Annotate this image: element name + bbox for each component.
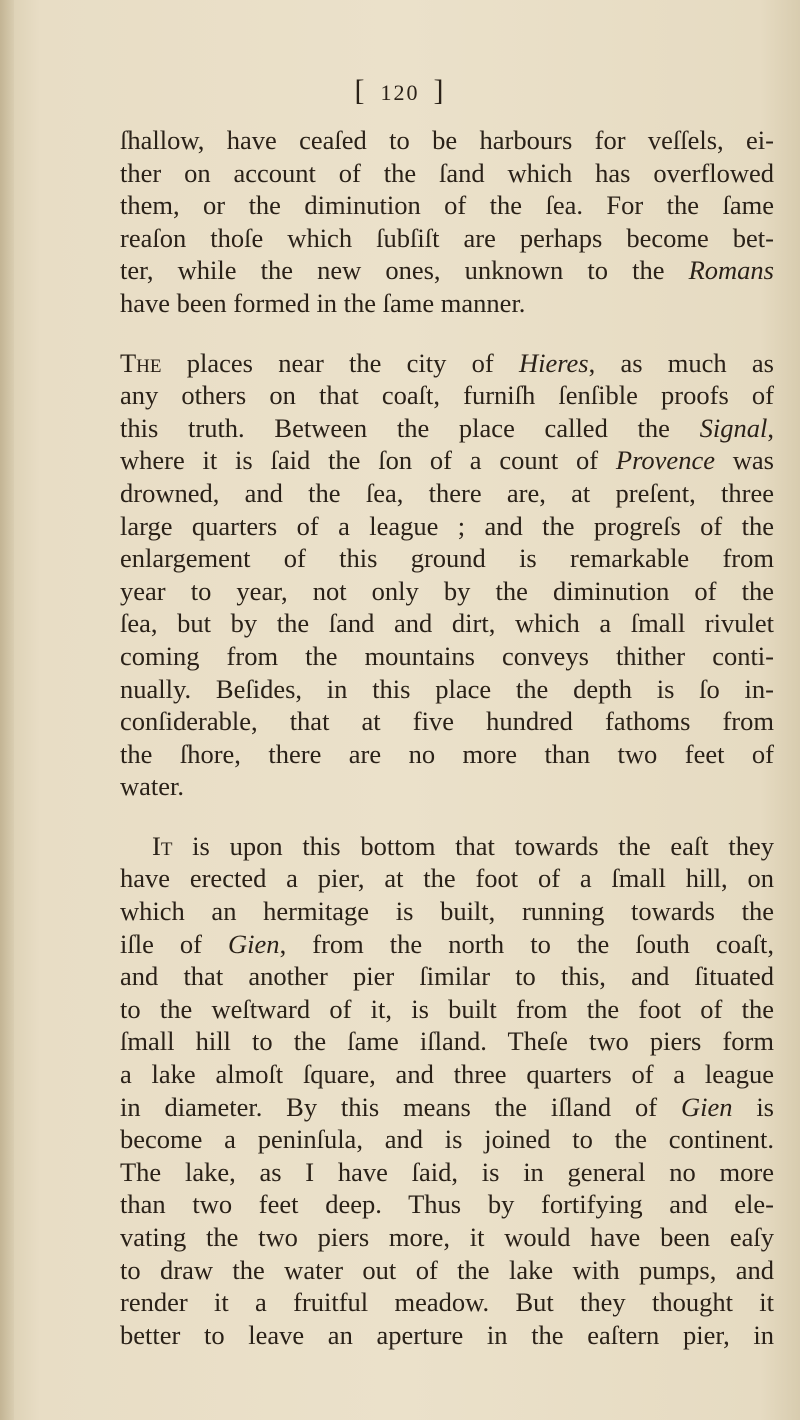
text-line: this truth. Between the place called the Signal,	[120, 412, 774, 443]
text-line-lead	[120, 347, 774, 380]
text-line: water.	[120, 771, 185, 802]
text-line: have erected a pier, at the foot of a ſmall hill, on	[120, 863, 774, 894]
page-spine-shadow	[0, 0, 14, 1420]
text-line: year to year, not only by the diminution of the	[120, 575, 774, 606]
text-line: nually. Beſides, in this place the depth is ſo in-	[120, 673, 774, 704]
header-bracket-close: ]	[433, 74, 446, 107]
page-header	[0, 74, 800, 108]
text-line: drowned, and the ſea, there are, at preſent, three	[120, 477, 774, 508]
text-line: large quarters of a league ; and the progreſs of the	[120, 510, 774, 541]
text-line: places near the city of Hieres, as much as	[161, 347, 774, 378]
paragraph-1	[120, 124, 774, 320]
text-line: ſea, but by the ſand and dirt, which a ſmall rivulet	[120, 608, 774, 639]
text-line: is upon this bottom that towards the eaſt they	[172, 830, 774, 861]
body-text	[120, 124, 774, 1351]
text-line: which an hermitage is built, running towards the	[120, 896, 774, 927]
text-line: any others on that coaſt, furniſh ſenſible proofs of	[120, 380, 774, 411]
paragraph-3	[120, 830, 774, 1352]
text-line: than two feet deep. Thus by fortifying and ele-	[120, 1189, 774, 1220]
text-line: where it is ſaid the ſon of a count of Provence was	[120, 445, 774, 476]
text-line: The lake, as I have ſaid, is in general no more	[120, 1156, 774, 1187]
text-line: iſle of Gien, from the north to the ſouth coaſt,	[120, 928, 774, 959]
text-line: to draw the water out of the lake with pumps, and	[120, 1254, 774, 1285]
text-line: to the weſtward of it, is built from the foot of the	[120, 993, 774, 1024]
text-line: reaſon thoſe which ſubſiſt are perhaps become bet-	[120, 222, 774, 253]
text-line: ter, while the new ones, unknown to the Romans	[120, 255, 774, 286]
header-bracket-open: [	[354, 74, 367, 107]
text-line: ſmall hill to the ſame iſland. Theſe two piers form	[120, 1026, 774, 1057]
paragraph-2	[120, 347, 774, 803]
text-line: enlargement of this ground is remarkable from	[120, 543, 774, 574]
page-number: 120	[380, 80, 420, 105]
text-line: have been formed in the ſame manner.	[120, 287, 526, 318]
paragraph-lead-word: The	[120, 347, 162, 378]
text-line: render it a fruitful meadow. But they thought it	[120, 1287, 774, 1318]
text-line: conſiderable, that at five hundred fathoms from	[120, 706, 774, 737]
text-line: in diameter. By this means the iſland of Gien is	[120, 1091, 774, 1122]
text-line-lead	[120, 830, 774, 863]
text-line: them, or the diminution of the ſea. For the ſame	[120, 190, 774, 221]
text-line: better to leave an aperture in the eaſtern pier, in	[120, 1319, 774, 1350]
text-line: ther on account of the ſand which has overflowed	[120, 157, 774, 188]
text-line: ſhallow, have ceaſed to be harbours for veſſels, ei-	[120, 125, 774, 155]
text-line: the ſhore, there are no more than two feet of	[120, 738, 774, 769]
text-line: a lake almoſt ſquare, and three quarters of a league	[120, 1059, 774, 1090]
text-line: vating the two piers more, it would have been eaſy	[120, 1222, 774, 1252]
paragraph-lead-word: It	[152, 830, 173, 861]
text-line: and that another pier ſimilar to this, and ſituated	[120, 961, 774, 992]
text-line: become a peninſula, and is joined to the continent.	[120, 1124, 774, 1155]
text-line: coming from the mountains conveys thither conti-	[120, 640, 774, 671]
